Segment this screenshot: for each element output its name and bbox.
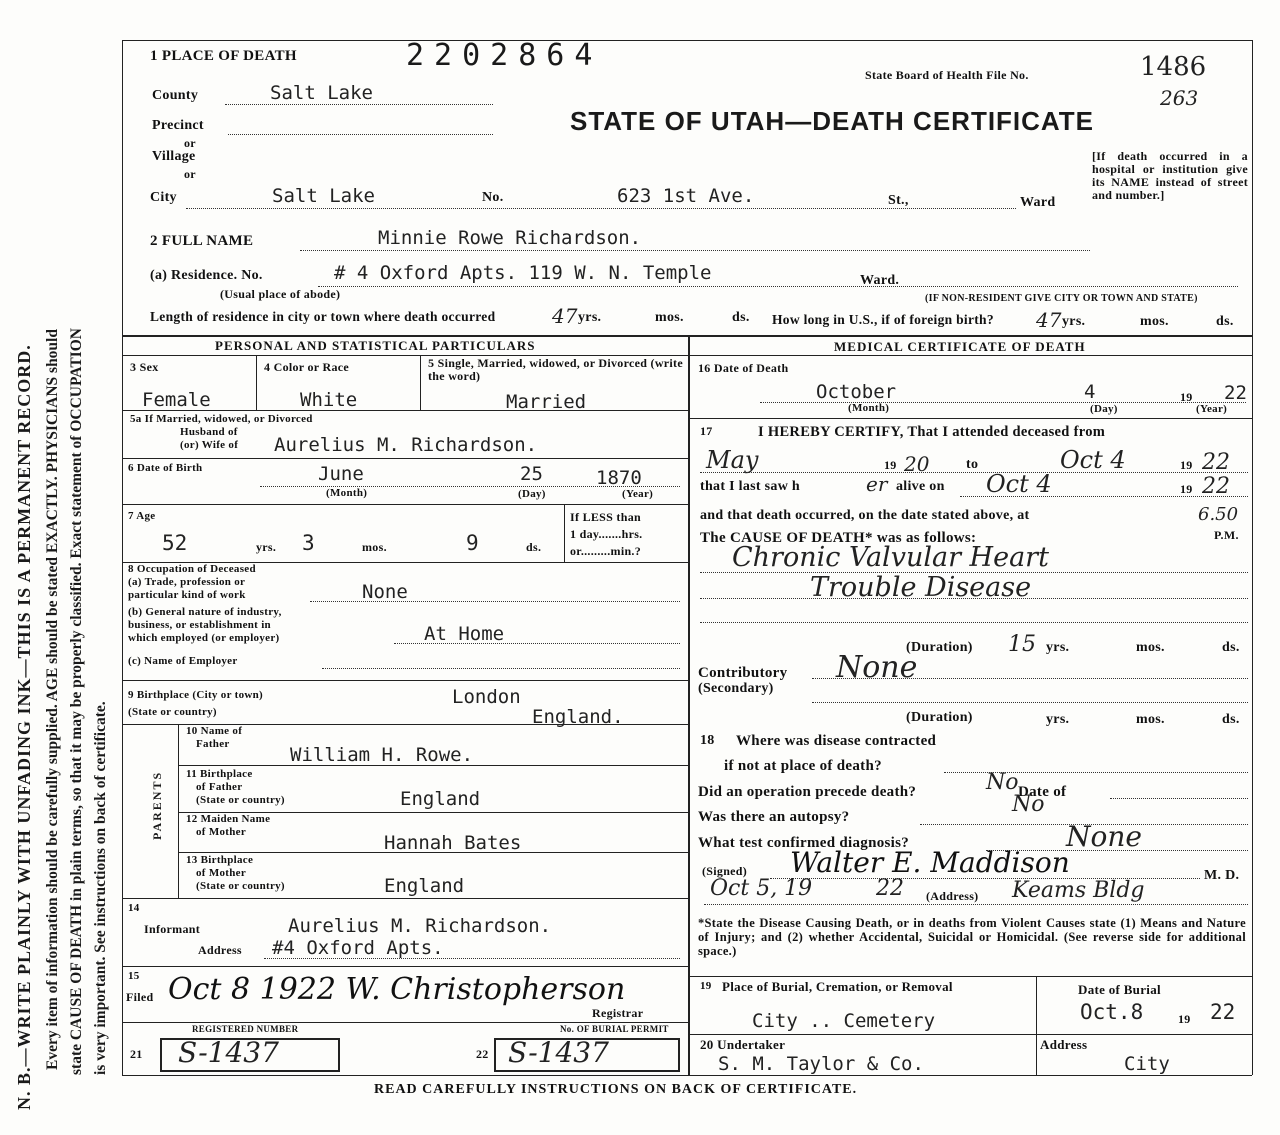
residence-line bbox=[318, 286, 1238, 287]
attend-to-date: Oct 4 bbox=[1060, 446, 1126, 474]
length-ds-label: ds. bbox=[732, 310, 750, 325]
row-burial-line bbox=[688, 1034, 1252, 1035]
sex-divider bbox=[256, 355, 257, 410]
dod-day-label: (Day) bbox=[1090, 403, 1118, 415]
occupation-b-label-1: (b) General nature of industry, bbox=[128, 606, 282, 618]
frame-left bbox=[122, 40, 123, 1075]
race-label: 4 Color or Race bbox=[264, 360, 350, 374]
dob-month: June bbox=[318, 463, 364, 485]
village-label: Village bbox=[152, 149, 196, 164]
dod-year: 22 bbox=[1224, 382, 1247, 404]
duration2-yrs-label: yrs. bbox=[1046, 712, 1070, 727]
sex-label: 3 Sex bbox=[130, 360, 159, 374]
city-line bbox=[186, 208, 1016, 209]
contributory-label: Contributory bbox=[698, 665, 788, 681]
residence-value: # 4 Oxford Apts. 119 W. N. Temple bbox=[334, 262, 712, 284]
marital-label: 5 Single, Married, widowed, or Divorced (write the word) bbox=[428, 356, 683, 383]
filed-number: 15 bbox=[128, 970, 140, 982]
cause-line-rule-3 bbox=[700, 622, 1248, 623]
parents-divider bbox=[178, 724, 179, 898]
informant-label: Informant bbox=[144, 922, 201, 936]
contributory-value: None bbox=[836, 650, 918, 685]
length-mos-label: mos. bbox=[655, 310, 684, 325]
signature-address: Keams Bldg bbox=[1012, 878, 1145, 903]
stamp-number: 2202864 bbox=[406, 38, 603, 73]
employer-label: (c) Name of Employer bbox=[128, 655, 238, 667]
age-mos-value: 3 bbox=[302, 531, 315, 555]
age-ds-label: ds. bbox=[526, 540, 542, 554]
mother-label-2: of Mother bbox=[196, 826, 247, 838]
street-suffix-label: St., bbox=[888, 193, 909, 208]
burial-date-label: Date of Burial bbox=[1078, 982, 1161, 997]
side-note-line2: Every item of information should be carefully supplied. AGE should be stated EXACTLY. PHYSICIANS should bbox=[44, 329, 61, 1070]
section-divider bbox=[122, 335, 1252, 337]
md-label: M. D. bbox=[1204, 868, 1240, 883]
occ-a-line bbox=[310, 601, 680, 602]
cause-line-rule-2 bbox=[700, 598, 1248, 599]
burial-permit-value: S-1437 bbox=[508, 1036, 609, 1069]
medical-header: MEDICAL CERTIFICATE OF DEATH bbox=[834, 339, 1086, 354]
last-saw-her: er bbox=[866, 472, 888, 496]
father-label-2: Father bbox=[196, 738, 230, 750]
contracted-label: Where was disease contracted bbox=[736, 733, 937, 749]
mother-birth-value: England bbox=[384, 875, 465, 897]
dob-year: 1870 bbox=[596, 467, 642, 489]
test-value: None bbox=[1066, 820, 1142, 853]
dob-year-label: (Year) bbox=[622, 488, 654, 500]
less-label-2: 1 day.......hrs. bbox=[570, 527, 643, 541]
city-value: Salt Lake bbox=[272, 185, 375, 207]
duration2-label: (Duration) bbox=[906, 710, 973, 725]
length-yrs-label: yrs. bbox=[578, 310, 602, 325]
undertaker-label: 20 Undertaker bbox=[700, 1037, 786, 1052]
race-value: White bbox=[300, 389, 358, 411]
autopsy-label: Was there an autopsy? bbox=[698, 809, 850, 825]
employer-line bbox=[322, 668, 680, 669]
ward-label: Ward bbox=[1020, 195, 1056, 210]
age-ds-value: 9 bbox=[466, 531, 479, 555]
county-line bbox=[225, 104, 493, 105]
undertaker-value: S. M. Taylor & Co. bbox=[718, 1053, 924, 1075]
certificate-title: STATE OF UTAH—DEATH CERTIFICATE bbox=[570, 106, 1094, 136]
age-yrs-value: 52 bbox=[162, 531, 188, 555]
attend-line bbox=[700, 472, 1248, 473]
state-board-label: State Board of Health File No. bbox=[865, 68, 1029, 82]
length-residence-value: 47 bbox=[552, 304, 578, 328]
dod-year-prefix: 19 bbox=[1180, 390, 1193, 404]
certify-number: 17 bbox=[700, 424, 713, 438]
row-footnote-line bbox=[688, 976, 1252, 977]
duration2-ds-label: ds. bbox=[1222, 712, 1240, 727]
burial-place: City .. Cemetery bbox=[752, 1010, 936, 1032]
occ-b-line bbox=[394, 643, 680, 644]
occupation-a-value: None bbox=[362, 581, 408, 603]
occupation-b-label-2: business, or establishment in bbox=[128, 619, 271, 631]
dob-line bbox=[260, 486, 680, 487]
operation-line bbox=[1110, 798, 1248, 799]
duration-yrs-label: yrs. bbox=[1046, 640, 1070, 655]
death-time: 6.50 bbox=[1198, 504, 1239, 525]
last-saw-date: Oct 4 bbox=[986, 470, 1052, 498]
cause-label: The CAUSE OF DEATH* was as follows: bbox=[700, 530, 977, 546]
attend-from-year: 20 bbox=[904, 452, 930, 476]
footer-instructions: READ CAREFULLY INSTRUCTIONS ON BACK OF CERTIFICATE. bbox=[374, 1082, 858, 1097]
last-saw-label-2: alive on bbox=[896, 479, 945, 494]
row-dod-line bbox=[688, 418, 1252, 419]
contrib-line-2 bbox=[812, 702, 1248, 703]
duration-mos-label: mos. bbox=[1136, 640, 1165, 655]
mother-value: Hannah Bates bbox=[384, 832, 522, 854]
or-label-1: or bbox=[184, 136, 196, 150]
signature-date: Oct 5, 19 bbox=[710, 876, 813, 901]
spouse-value: Aurelius M. Richardson. bbox=[274, 434, 538, 456]
occupation-label: 8 Occupation of Deceased bbox=[128, 563, 256, 575]
informant-value: Aurelius M. Richardson. bbox=[288, 915, 552, 937]
to-year-prefix: 19 bbox=[1180, 458, 1193, 472]
dob-day: 25 bbox=[520, 463, 543, 485]
less-label-3: or.........min.? bbox=[570, 544, 642, 558]
registrar-label: Registrar bbox=[592, 1006, 644, 1020]
informant-address-label: Address bbox=[198, 943, 242, 957]
duration-value: 15 bbox=[1008, 632, 1036, 657]
no-label: No. bbox=[482, 190, 504, 205]
row-spouse-line bbox=[122, 458, 688, 459]
birthplace-city: London bbox=[452, 686, 521, 708]
operation-date-label: Date of bbox=[1018, 784, 1067, 800]
signed-label: (Signed) bbox=[702, 864, 748, 878]
cause-line-1: Chronic Valvular Heart bbox=[732, 542, 1049, 573]
frame-bottom bbox=[122, 1075, 1252, 1076]
parents-label: PARENTS bbox=[150, 770, 164, 840]
frame-right bbox=[1252, 40, 1253, 1075]
marital-value: Married bbox=[506, 391, 587, 413]
row-informant-line bbox=[122, 966, 688, 967]
contracted-number: 18 bbox=[700, 733, 715, 748]
file-sub-number: 263 bbox=[1160, 86, 1199, 110]
foreign-mos-label: mos. bbox=[1140, 314, 1169, 329]
medical-header-line bbox=[688, 355, 1252, 356]
father-birth-label-3: (State or country) bbox=[196, 794, 285, 806]
burial-number: 19 bbox=[700, 980, 712, 992]
foreign-yrs-label: yrs. bbox=[1062, 314, 1086, 329]
street-value: 623 1st Ave. bbox=[617, 185, 755, 207]
occupation-a-label-1: (a) Trade, profession or bbox=[128, 576, 246, 588]
row-mother-line bbox=[178, 852, 688, 853]
hospital-note: [If death occurred in a hospital or institution give its NAME instead of street and number.] bbox=[1092, 149, 1248, 202]
burial-date: Oct.8 bbox=[1080, 1000, 1144, 1024]
filed-signature: Oct 8 1922 W. Christopherson bbox=[168, 972, 626, 1007]
birthplace-state-label: (State or country) bbox=[128, 706, 217, 718]
name-line bbox=[300, 250, 1090, 251]
row-dob-line bbox=[122, 504, 688, 505]
usual-abode-label: (Usual place of abode) bbox=[220, 287, 341, 301]
row-parents-end-line bbox=[122, 898, 688, 899]
attend-to-year: 22 bbox=[1202, 450, 1230, 475]
undertaker-address-label: Address bbox=[1040, 1037, 1088, 1052]
personal-header: PERSONAL AND STATISTICAL PARTICULARS bbox=[215, 338, 536, 353]
precinct-line bbox=[228, 134, 493, 135]
precinct-label: Precinct bbox=[152, 118, 204, 133]
father-birth-value: England bbox=[400, 788, 481, 810]
spouse-label-3: (or) Wife of bbox=[180, 439, 239, 451]
occupation-a-label-2: particular kind of work bbox=[128, 589, 246, 601]
row-occ-line bbox=[122, 680, 688, 681]
mother-birth-label-1: 13 Birthplace bbox=[186, 854, 254, 866]
from-year-prefix: 19 bbox=[884, 458, 897, 472]
date-of-death-label: 16 Date of Death bbox=[698, 361, 789, 375]
father-birth-label-2: of Father bbox=[196, 781, 243, 793]
father-label-1: 10 Name of bbox=[186, 725, 243, 737]
father-birth-label-1: 11 Birthplace bbox=[186, 768, 253, 780]
side-note-line3: state CAUSE OF DEATH in plain terms, so that it may be properly classified. Exact statement of OCCUPATION bbox=[68, 328, 85, 1075]
last-saw-year: 22 bbox=[1202, 474, 1230, 499]
spouse-label-2: Husband of bbox=[180, 426, 238, 438]
dob-day-label: (Day) bbox=[518, 488, 546, 500]
reg-22-label: 22 bbox=[476, 1047, 489, 1061]
operation-value: No bbox=[986, 770, 1019, 795]
residence-ward-label: Ward. bbox=[860, 273, 900, 288]
occupation-b-label-3: which employed (or employer) bbox=[128, 632, 280, 644]
last-saw-line bbox=[960, 496, 1248, 497]
duration-label: (Duration) bbox=[906, 640, 973, 655]
death-pm-label: P.M. bbox=[1214, 528, 1239, 542]
nonresident-label: (IF NON-RESIDENT GIVE CITY OR TOWN AND STATE) bbox=[925, 293, 1198, 304]
autopsy-value: No bbox=[1012, 792, 1045, 817]
file-number: 1486 bbox=[1140, 52, 1207, 82]
contributory-sub-label: (Secondary) bbox=[698, 681, 774, 696]
row-filed-line bbox=[122, 1022, 688, 1023]
age-label: 7 Age bbox=[128, 510, 156, 522]
cause-line-2: Trouble Disease bbox=[810, 572, 1032, 603]
medical-footnote: *State the Disease Causing Death, or in deaths from Violent Causes state (1) Means and Nature of Injury; and (2) whether Accidental, Suicidal or Homicidal. (See reverse side for additional space.) bbox=[698, 916, 1246, 958]
foreign-birth-label: How long in U.S., if of foreign birth? bbox=[772, 312, 994, 327]
less-label-1: If LESS than bbox=[570, 510, 641, 524]
mother-label-1: 12 Maiden Name bbox=[186, 813, 271, 825]
attend-from-month: May bbox=[706, 446, 759, 474]
city-label: City bbox=[150, 190, 177, 205]
age-mos-label: mos. bbox=[362, 540, 387, 554]
column-divider bbox=[688, 335, 690, 1075]
full-name-label: 2 FULL NAME bbox=[150, 233, 254, 249]
occupation-b-value: At Home bbox=[424, 623, 505, 645]
dod-year-label: (Year) bbox=[1196, 403, 1228, 415]
last-saw-label-1: that I last saw h bbox=[700, 479, 801, 494]
reg-21-label: 21 bbox=[130, 1047, 143, 1061]
registered-number-value: S-1437 bbox=[178, 1036, 279, 1069]
dod-line bbox=[760, 402, 1246, 403]
foreign-ds-label: ds. bbox=[1216, 314, 1234, 329]
side-note-line4: is very important. See instructions on back of certificate. bbox=[92, 701, 109, 1075]
side-note-line1: N. B.—WRITE PLAINLY WITH UNFADING INK—THIS IS A PERMANENT RECORD. bbox=[14, 344, 34, 1110]
contracted-sub-label: if not at place of death? bbox=[724, 758, 882, 774]
contrib-line bbox=[812, 678, 1248, 679]
burial-label: Place of Burial, Cremation, or Removal bbox=[722, 979, 953, 994]
dod-day: 4 bbox=[1084, 381, 1096, 403]
last-saw-year-prefix: 19 bbox=[1180, 482, 1193, 496]
age-divider bbox=[564, 504, 565, 562]
foreign-birth-value: 47 bbox=[1036, 308, 1062, 332]
county-value: Salt Lake bbox=[270, 82, 373, 104]
operation-label: Did an operation precede death? bbox=[698, 784, 917, 800]
age-yrs-label: yrs. bbox=[256, 540, 277, 554]
signature-address-label: (Address) bbox=[926, 889, 979, 903]
signature-year: 22 bbox=[876, 876, 904, 901]
burial-year: 22 bbox=[1210, 1000, 1236, 1024]
county-label: County bbox=[152, 88, 199, 103]
physician-signature: Walter E. Maddison bbox=[790, 846, 1070, 879]
mother-birth-label-3: (State or country) bbox=[196, 880, 285, 892]
dob-label: 6 Date of Birth bbox=[128, 462, 203, 474]
registered-number-label: REGISTERED NUMBER bbox=[192, 1024, 299, 1034]
residence-label: (a) Residence. No. bbox=[150, 268, 263, 283]
informant-line bbox=[264, 958, 680, 959]
place-of-death-label: 1 PLACE OF DEATH bbox=[150, 48, 297, 64]
or-label-2: or bbox=[184, 167, 196, 181]
burial-permit-label: No. OF BURIAL PERMIT bbox=[560, 1024, 669, 1034]
frame-top bbox=[122, 40, 1252, 41]
birthplace-label: 9 Birthplace (City or town) bbox=[128, 689, 263, 701]
mother-birth-label-2: of Mother bbox=[196, 867, 247, 879]
filed-label: Filed bbox=[126, 990, 154, 1004]
duration-ds-label: ds. bbox=[1222, 640, 1240, 655]
dod-month-label: (Month) bbox=[848, 402, 890, 414]
undertaker-address-value: City bbox=[1124, 1053, 1170, 1075]
birthplace-country: England. bbox=[532, 706, 624, 728]
full-name-value: Minnie Rowe Richardson. bbox=[378, 227, 642, 249]
row-sex-line bbox=[122, 410, 688, 411]
father-value: William H. Rowe. bbox=[290, 744, 474, 766]
sign-address-line bbox=[704, 904, 1248, 905]
burial-year-prefix: 19 bbox=[1178, 1012, 1191, 1026]
spouse-label-1: 5a If Married, widowed, or Divorced bbox=[130, 413, 313, 425]
sex-value: Female bbox=[142, 389, 211, 411]
dod-month: October bbox=[816, 381, 897, 403]
certify-text: I HEREBY CERTIFY, That I attended deceased from bbox=[758, 424, 1106, 440]
race-divider bbox=[420, 355, 421, 410]
dob-month-label: (Month) bbox=[326, 487, 368, 499]
test-label: What test confirmed diagnosis? bbox=[698, 835, 910, 851]
informant-address-value: #4 Oxford Apts. bbox=[272, 937, 444, 959]
burial-divider bbox=[1036, 976, 1037, 1075]
duration2-mos-label: mos. bbox=[1136, 712, 1165, 727]
informant-number: 14 bbox=[128, 902, 140, 914]
row-father-line bbox=[178, 765, 688, 766]
to-label: to bbox=[966, 457, 979, 472]
death-occurred-label: and that death occurred, on the date stated above, at bbox=[700, 508, 1030, 523]
length-residence-label: Length of residence in city or town where death occurred bbox=[150, 309, 496, 324]
